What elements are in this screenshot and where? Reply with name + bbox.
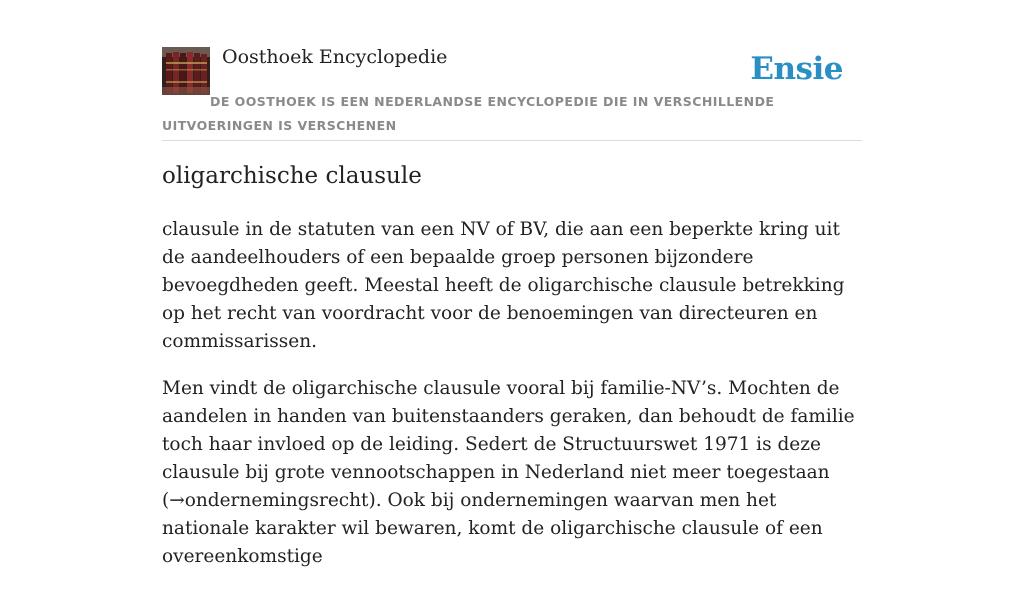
article-body (162, 216, 862, 590)
book-spines-icon (162, 47, 210, 95)
site-name[interactable]: Oosthoek Encyclopedie (222, 46, 448, 68)
article-paragraph-2: Men vindt de oligarchische clausule vooral bij familie-NV’s. Mochten de aandelen in handen van buitenstaanders geraken, dan behoudt de familie toch haar invloed op de leiding. Sedert de Structuurswet 1971 is deze clausule bij grote vennootschappen in Nederland niet meer toegestaan (→ondernemingsrecht). Ook bij ondernemingen waarvan men het nationale karakter wil bewaren, komt de oligarchische clausule of een overeenkomstige (162, 378, 855, 567)
brand-logo[interactable]: Ensie (750, 51, 843, 87)
site-avatar[interactable] (162, 47, 210, 95)
page (162, 0, 862, 567)
site-tagline: DE OOSTHOEK IS EEN NEDERLANDSE ENCYCLOPEDIE DIE IN VERSCHILLENDE UITVOERINGEN IS VERSCHENEN (162, 94, 775, 133)
article-paragraph-1: clausule in de statuten van een NV of BV, die aan een beperkte kring uit de aandeelhouders of een bepaalde groep personen bijzondere bevoegdheden geeft. Meestal heeft de oligarchische clausule betrekking op het recht van voordracht voor de benoemingen van directeuren en commissarissen. (162, 219, 845, 352)
article-title: oligarchische clausule (162, 163, 422, 189)
site-header (162, 0, 862, 141)
